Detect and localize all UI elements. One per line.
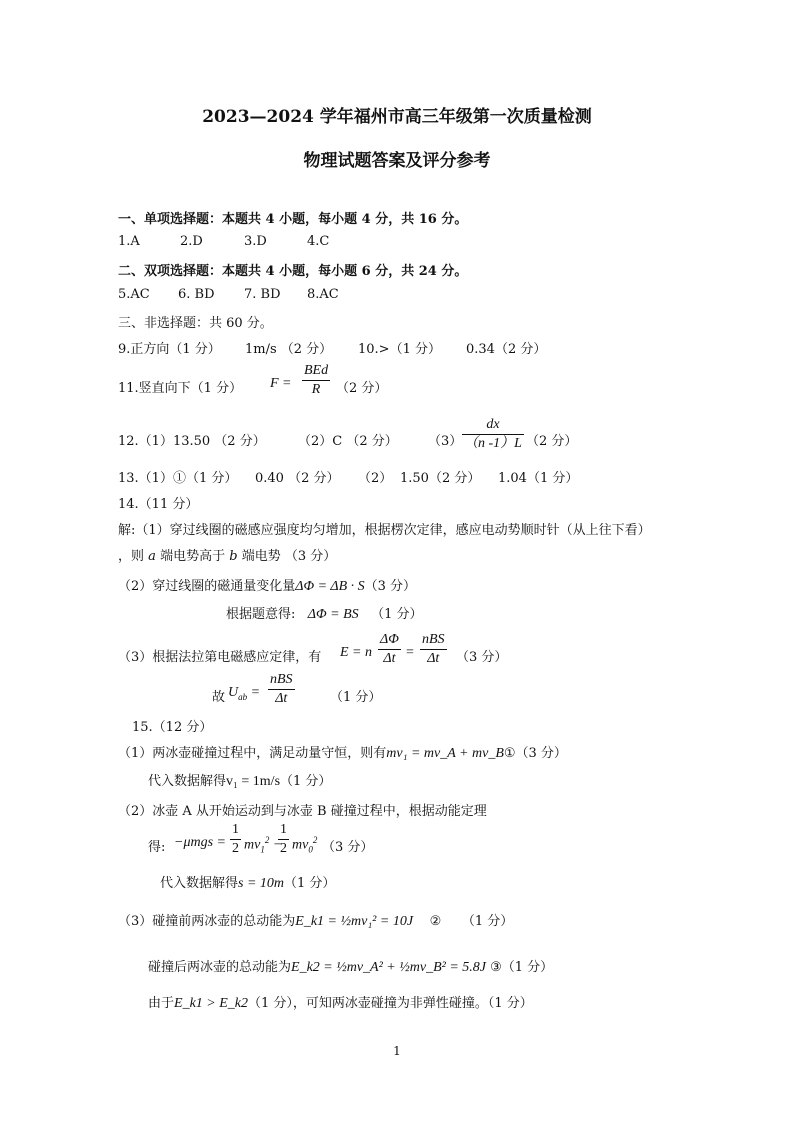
q15-ke-1: $mv_1^2$ − — [244, 835, 283, 855]
q14-line-4-score: （1 分） — [371, 607, 423, 622]
q14-frac-3 — [266, 671, 297, 708]
q15-ek-compare: E_k1 > E_k2 — [174, 996, 248, 1011]
q15-line-7a: 碰撞后两冰壶的总动能为 — [148, 960, 292, 975]
q15-line-5-score: （1 分） — [284, 876, 336, 891]
q14-line-2c: 端电势高于 — [160, 549, 226, 564]
answer-5: 5.AC — [118, 287, 150, 302]
title-line-1: 2023—2024 学年福州市高三年级第一次质量检测 — [202, 107, 592, 127]
q14-point-a: a — [148, 549, 156, 564]
q15-circle-2: ② — [429, 914, 442, 929]
section-1-header: 一、单项选择题：本题共 4 小题，每小题 4 分，共 16 分。 — [118, 212, 468, 227]
q15-ek1: E_k1 = ½mv₁² = 10J — [295, 914, 414, 929]
q14-line-3 — [118, 575, 416, 595]
q15-line-3: （2）冰壶 A 从开始运动到与冰壶 B 碰撞过程中，根据动能定理 — [118, 804, 487, 819]
answer-2: 2.D — [180, 234, 203, 249]
q15-line-4-score: （3 分） — [322, 840, 374, 855]
q15-line-5a: 代入数据解得 — [160, 876, 239, 891]
q10-compare: 10.>（1 分） — [358, 342, 441, 357]
q14-emf-lhs: E = n — [340, 645, 372, 660]
q15-ek2: E_k2 = ½mv_A² + ½mv_B² = 5.8J — [291, 960, 486, 975]
q15-line-2 — [148, 770, 331, 790]
q14-frac-1-den: Δt — [383, 651, 396, 666]
q9-direction: 9.正方向（1 分） — [118, 342, 221, 357]
q14-flux: ΔΦ = BS — [307, 607, 359, 622]
q15-ke-0: $mv_0^2$ — [292, 835, 318, 855]
q14-line-2a: ，则 — [118, 549, 145, 564]
answer-1: 1.A — [118, 234, 140, 249]
q13-value-3: 1.04（1 分） — [498, 471, 579, 486]
answer-7: 7. BD — [244, 287, 281, 302]
q14-frac-2 — [418, 631, 449, 668]
q15-distance: s = 10m — [238, 876, 285, 891]
q12-denominator: （n -1）L — [464, 436, 522, 451]
q11-numerator: BEd — [302, 362, 330, 381]
q14-frac-1 — [376, 631, 403, 668]
q15-line-8 — [148, 992, 533, 1012]
q12-score: （2 分） — [526, 434, 578, 449]
q15-momentum: mv₁ = mv_A + mv_B — [386, 746, 504, 761]
q15-line-7 — [148, 956, 553, 976]
q14-frac-3-den: Δt — [275, 691, 288, 706]
q14-line-2e: 端电势 （3 分） — [241, 549, 337, 564]
q14-line-3a: （2）穿过线圈的磁通量变化量 — [118, 579, 296, 594]
q15-half-1: $\frac{1}{2}$ — [232, 822, 239, 856]
q15-header: 15.（12 分） — [132, 720, 213, 735]
q14-point-b: b — [229, 549, 238, 564]
q11-direction: 11.竖直向下（1 分） — [118, 381, 243, 396]
q15-line-6-score: （1 分） — [461, 914, 514, 929]
q13-value-2: 1.50（2 分） — [400, 471, 481, 486]
q14-header: 14.（11 分） — [118, 497, 199, 512]
q15-line-6a: （3）碰撞前两冰壶的总动能为 — [118, 914, 296, 929]
q11-fraction — [300, 362, 332, 399]
q14-frac-3-num: nBS — [268, 671, 295, 690]
q15-line-7-score: ③（1 分） — [490, 960, 554, 975]
q13-part-1: 13.（1）①（1 分） — [118, 471, 238, 486]
answer-8: 8.AC — [307, 287, 339, 302]
q14-line-5a: （3）根据法拉第电磁感应定律，有 — [118, 650, 322, 665]
q13-part-2-label: （2） — [358, 471, 393, 486]
q14-uab-symbol: U — [228, 685, 239, 700]
q12-part-2: （2）C （2 分） — [298, 434, 398, 449]
answer-6: 6. BD — [178, 287, 215, 302]
q14-frac-2-num: nBS — [420, 631, 447, 650]
q15-line-8b: （1 分），可知两冰壶碰撞为非弹性碰撞。（1 分） — [248, 996, 533, 1011]
section-2-header: 二、双项选择题：本题共 4 小题，每小题 6 分，共 24 分。 — [118, 264, 468, 279]
q14-flux-change: ΔΦ = ΔB · S — [295, 579, 365, 594]
q12-numerator: dx — [462, 416, 524, 435]
q12-fraction — [460, 416, 526, 453]
q14-frac-2-den: Δt — [427, 651, 440, 666]
q11-score: （2 分） — [336, 381, 388, 396]
q15-v1: v₁ = 1m/s — [226, 774, 281, 789]
q11-denominator: R — [311, 382, 321, 397]
q14-line-6-score: （1 分） — [330, 690, 382, 705]
answer-3: 3.D — [244, 234, 267, 249]
q12-part-1: 12.（1）13.50 （2 分） — [118, 434, 266, 449]
q15-line-8a: 由于 — [148, 996, 175, 1011]
q14-line-1: 解:（1）穿过线圈的磁感应强度均匀增加，根据楞次定律，感应电动势顺时针（从上往下看） — [118, 523, 651, 538]
q12-part-3-label: （3） — [428, 434, 463, 449]
page-number: 1 — [393, 1044, 401, 1058]
q14-uab-sub: ab — [238, 691, 248, 702]
q14-line-4 — [226, 603, 422, 623]
q14-line-2 — [118, 545, 336, 564]
q15-line-1 — [118, 742, 567, 762]
q15-line-1a: （1）两冰壶碰撞过程中，满足动量守恒，则有 — [118, 746, 387, 761]
title-line-2: 物理试题答案及评分参考 — [303, 151, 491, 171]
q15-line-2a: 代入数据解得 — [148, 774, 227, 789]
q14-equals: = — [406, 645, 414, 660]
q15-line-1-score: ①（3 分） — [503, 746, 567, 761]
q15-line-4a: 得: — [148, 840, 166, 855]
q11-lhs: F = — [270, 376, 292, 391]
q15-work-lhs: −μmgs = — [174, 835, 226, 850]
q14-frac-1-num: ΔΦ — [378, 631, 401, 650]
q15-half-2: $\frac{1}{2}$ — [280, 822, 287, 856]
q14-line-5-score: （3 分） — [456, 650, 508, 665]
q15-line-5 — [160, 872, 335, 892]
q10-value: 0.34（2 分） — [466, 342, 547, 357]
q14-line-3-score: （3 分） — [364, 579, 417, 594]
q14-line-4a: 根据题意得: — [226, 607, 296, 622]
q15-line-2-score: （1 分） — [280, 774, 332, 789]
q9-speed: 1m/s （2 分） — [245, 342, 333, 357]
q13-value-1: 0.40 （2 分） — [255, 471, 340, 486]
q14-line-6a: 故 — [212, 690, 226, 705]
q14-uab: $U_{ab}$ = — [228, 685, 261, 702]
answer-4: 4.C — [307, 234, 330, 249]
q15-line-6 — [118, 910, 513, 930]
section-3-header: 三、非选择题：共 60 分。 — [118, 316, 273, 331]
